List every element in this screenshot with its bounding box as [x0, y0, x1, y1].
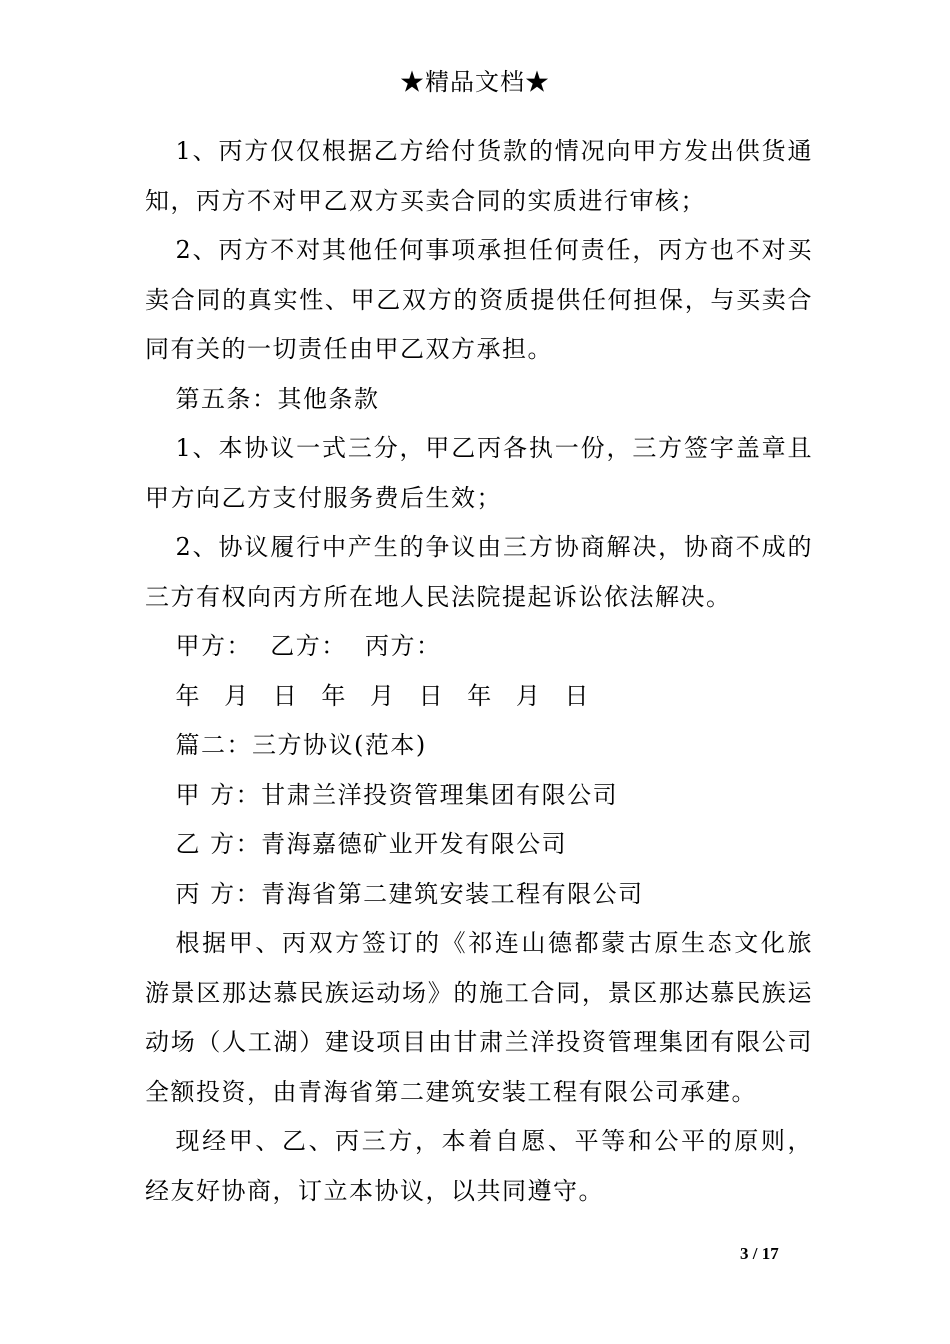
- paragraph: 根据甲、丙双方签订的《祁连山德都蒙古原生态文化旅游景区那达慕民族运动场》的施工合同，景区那达慕民族运动场（人工湖）建设项目由甘肃兰洋投资管理集团有限公司全额投资，由青海省第二建筑安装工程有限公司承建。: [145, 929, 813, 1106]
- paragraph: 2、丙方不对其他任何事项承担任何责任，丙方也不对买卖合同的真实性、甲乙双方的资质提供任何担保，与买卖合同有关的一切责任由甲乙双方承担。: [145, 236, 813, 363]
- paragraph: 现经甲、乙、丙三方，本着自愿、平等和公平的原则，经友好协商，订立本协议，以共同遵守。: [145, 1127, 813, 1205]
- paragraph: 1、丙方仅仅根据乙方给付货款的情况向甲方发出供货通知，丙方不对甲乙双方买卖合同的实质进行审核；: [145, 137, 813, 215]
- party-b: 乙 方：青海嘉德矿业开发有限公司: [175, 830, 568, 858]
- section-heading: 第五条：其他条款: [175, 384, 380, 413]
- document-header: ★精品文档★: [400, 68, 550, 96]
- document-body: [145, 127, 813, 1216]
- paragraph: 1、本协议一式三分，甲乙丙各执一份，三方签字盖章且甲方向乙方支付服务费后生效；: [145, 434, 813, 512]
- paragraph: 2、协议履行中产生的争议由三方协商解决，协商不成的三方有权向丙方所在地人民法院提起诉讼依法解决。: [145, 533, 813, 611]
- party-c: 丙 方：青海省第二建筑安装工程有限公司: [175, 879, 644, 908]
- signature-parties: 甲方： 乙方： 丙方：: [175, 632, 442, 660]
- section-heading: 篇二：三方协议(范本): [175, 731, 427, 759]
- page-number: 3 / 17: [740, 1244, 779, 1263]
- signature-dates: 年 月 日 年 月 日 年 月 日: [175, 681, 591, 710]
- party-a: 甲 方：甘肃兰洋投资管理集团有限公司: [175, 780, 619, 809]
